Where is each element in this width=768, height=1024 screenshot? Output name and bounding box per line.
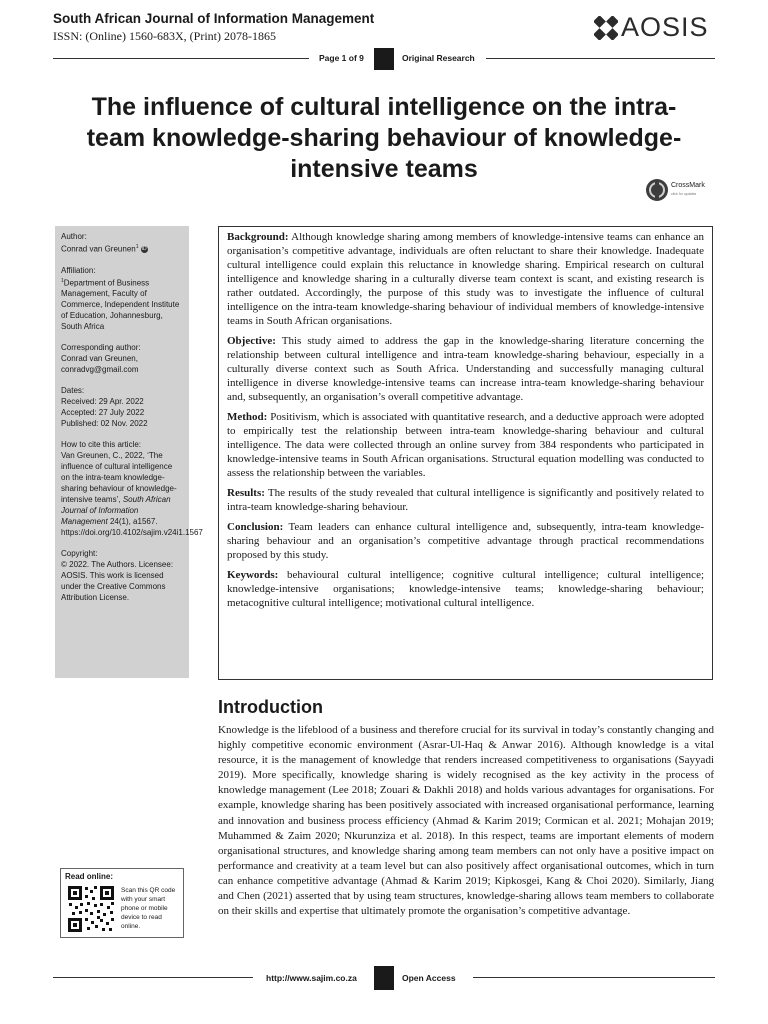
keywords-label: Keywords: xyxy=(227,569,279,581)
article-info-sidebar xyxy=(55,226,203,678)
abstract-box xyxy=(218,226,713,680)
copyright-heading: Copyright: xyxy=(61,549,98,559)
date-received: Received: 29 Apr. 2022 xyxy=(61,397,144,407)
date-accepted: Accepted: 27 July 2022 xyxy=(61,408,145,418)
results-text: The results of the study revealed that cultural intelligence is significantly and positively related to intra-team knowledge-sharing behaviour. xyxy=(227,487,704,513)
date-published: Published: 02 Nov. 2022 xyxy=(61,419,148,429)
corresponding-author-email[interactable]: conradvg@gmail.com xyxy=(61,365,139,375)
citation-text: Van Greunen, C., 2022, ‘The influence of cultural intelligence on the intra-team knowledge-sharing behaviour of knowledge-intensive teams’, xyxy=(61,451,177,505)
qr-code-icon[interactable] xyxy=(67,885,115,933)
page-number: Page 1 of 9 xyxy=(319,53,364,63)
conclusion-text: Team leaders can enhance cultural intelligence and, subsequently, intra-team knowledge-sharing behaviour and an organisation’s competitive advantage through practical recommendations proposed by this study. xyxy=(227,521,704,561)
aosis-logo-icon xyxy=(594,16,618,40)
citation-heading: How to cite this article: xyxy=(61,440,142,450)
author-name: Conrad van Greunen xyxy=(61,244,136,254)
journal-title: South African Journal of Information Management xyxy=(53,11,375,26)
copyright-text: © 2022. The Authors. Licensee: AOSIS. This work is licensed under the Creative Commons Attribution License. xyxy=(61,560,174,603)
corresponding-author-name: Conrad van Greunen, xyxy=(61,354,138,364)
footer-rule-left xyxy=(53,977,253,978)
affiliation-marker: 1 xyxy=(61,277,64,284)
introduction-heading: Introduction xyxy=(218,697,323,717)
crossmark-badge[interactable] xyxy=(645,178,705,202)
objective-text: This study aimed to address the gap in the knowledge-sharing literature concerning the relationship between cultural intelligence and intra-team knowledge-sharing behaviour, especially in a culturally diverse context such as South Africa. Understanding and successfully managing cultural intelligence in diverse knowledge-intensive teams can increase intra-team knowledge-sharing behaviour and, subsequently, an organisation’s overall competitive advantage. xyxy=(227,335,704,403)
header-rule-right xyxy=(486,58,715,59)
copyright-block xyxy=(61,548,183,603)
footer-center-square xyxy=(374,966,394,990)
abstract-objective xyxy=(227,334,704,404)
aosis-logo[interactable] xyxy=(594,12,709,43)
abstract-method xyxy=(227,410,704,480)
dates-heading: Dates: xyxy=(61,386,85,396)
citation-journal: South African Journal of Information Management xyxy=(61,495,171,527)
citation-doi[interactable]: 24(1), a1567. https://doi.org/10.4102/sajim.v24i1.1567 xyxy=(61,517,203,538)
crossmark-label: CrossMark xyxy=(671,182,705,189)
background-label: Background: xyxy=(227,231,289,243)
citation-block xyxy=(61,439,203,538)
issn-line: ISSN: (Online) 1560-683X, (Print) 2078-1865 xyxy=(53,29,276,43)
dates-block xyxy=(61,385,183,429)
author-heading: Author: xyxy=(61,232,87,241)
affiliation-block xyxy=(61,265,183,333)
method-label: Method: xyxy=(227,411,268,423)
aosis-logo-text: AOSIS xyxy=(621,12,709,42)
open-access-label: Open Access xyxy=(402,973,456,983)
corresponding-author-heading: Corresponding author: xyxy=(61,343,141,353)
crossmark-sublabel: click for updates xyxy=(671,192,697,196)
results-label: Results: xyxy=(227,487,265,499)
abstract-background xyxy=(227,230,704,328)
corresponding-author-block xyxy=(61,342,183,375)
abstract-results xyxy=(227,486,704,514)
author-block xyxy=(61,231,183,255)
orcid-icon[interactable]: iD xyxy=(141,246,147,253)
abstract-keywords xyxy=(227,568,704,610)
introduction-body: Knowledge is the lifeblood of a business and therefore crucial for its survival in today’s constantly changing and highly competitive economic environment (Asrar-Ul-Haq & Anwar 2016). Although knowledge is a vital resource, it is the management of knowledge that renders increased competitiveness to organisations (Sayyadi 2019). More specifically, knowledge sharing is widely recognised as the key activity in the process of knowledge management (Lee 2018; Zouari & Dakhli 2018) and holds various advantages for organisations. For example, knowledge sharing has been positively associated with increased organisational performance, learning and innovation and business process efficiency (Ahmad & Karim 2019; Cormican et al. 2021; Mohajan 2019; Muhammed & Zaim 2020; Nkurunziza et al. 2018). In this respect, teams are important elements of modern organisational structures, and knowledge sharing among team members can not only have a positive impact on performance and creativity at a team level but can also positively affect organisational outcomes, which in turn can enhance competitive advantage (Ahmad & Karim 2019; Kipkosgei, Kang & Choi 2020). Similarly, Jiang and Chen (2021) asserted that by using team structures, knowledge-sharing allows team members to collaborate on their skills and expertise that ultimately promote the organisation’s competitive advantage. xyxy=(218,724,714,918)
article-title: The influence of cultural intelligence on the intra-team knowledge-sharing behaviour of knowledge-intensive teams xyxy=(86,93,682,183)
affiliation-text: Department of Business Management, Faculty of Commerce, Independent Institute of Education, Johannesburg, South Africa xyxy=(61,278,180,332)
footer-bar xyxy=(53,966,715,990)
article-type: Original Research xyxy=(402,53,475,63)
author-affiliation-marker: 1 xyxy=(135,244,139,250)
header-bar xyxy=(53,48,715,70)
footer-rule-right xyxy=(473,977,715,978)
header-rule-left xyxy=(53,58,309,59)
read-online-instructions: Scan this QR code with your smart phone or mobile device to read online. xyxy=(121,887,176,930)
header-center-square xyxy=(374,48,394,70)
background-text: Although knowledge sharing among members of knowledge-intensive teams can enhance an organisation’s competitive advantage, individuals are often reluctant to share their knowledge. Inadequate cultural intelligence could explain this reluctance in knowledge sharing. Empirical research on cultural intelligence and knowledge sharing in a culturally diverse team context is scant, and existing research is rather outdated. Accordingly, the purpose of this study was to investigate the influence of cultural intelligence on the intra-team knowledge-sharing behaviour of individual members of knowledge-intensive teams in South African organisations. xyxy=(227,231,704,327)
abstract-conclusion xyxy=(227,520,704,562)
objective-label: Objective: xyxy=(227,335,276,347)
method-text: Positivism, which is associated with quantitative research, and a deductive approach were adopted to empirically test the relationship between intra-team knowledge-sharing behaviour and cultural intelligence. The data were collected through an online survey from 384 respondents who participated in knowledge-intensive teams in South African organisations. Structural equation modelling was conducted to assess the relationship between the variables. xyxy=(227,411,704,479)
read-online-box xyxy=(60,868,184,938)
conclusion-label: Conclusion: xyxy=(227,521,284,533)
crossmark-icon xyxy=(645,178,669,202)
journal-url[interactable]: http://www.sajim.co.za xyxy=(266,973,357,983)
read-online-title: Read online: xyxy=(65,872,114,881)
affiliation-heading: Affiliation: xyxy=(61,265,96,275)
keywords-text: behavioural cultural intelligence; cognitive cultural intelligence; cultural intelligence; knowledge-intensive organisations; knowledge-intensive teams; knowledge-sharing behaviour; metacognitive cultural intelligence; motivational cultural intelligence. xyxy=(227,569,705,609)
